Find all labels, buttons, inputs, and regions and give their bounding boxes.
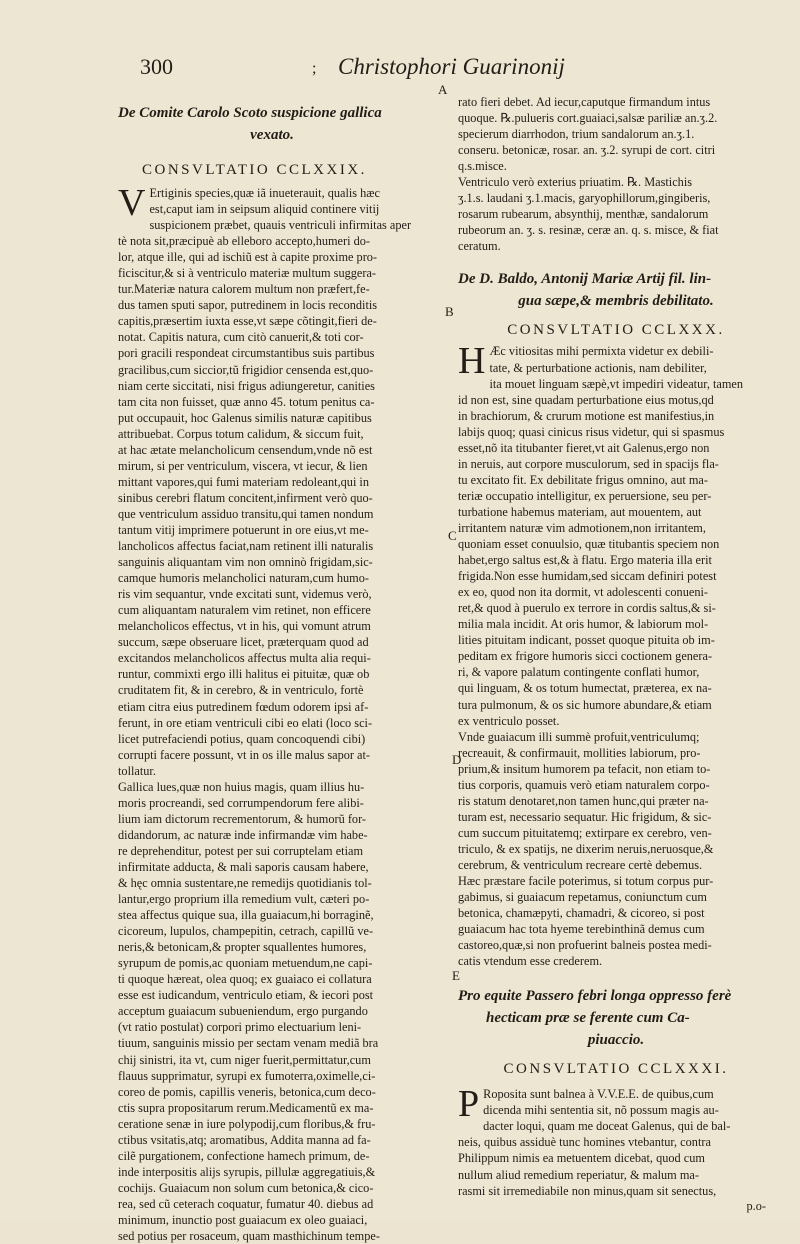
- text-line: inde interpositis alijs syrupis, pillulæ aggregatiuis,&: [118, 1164, 376, 1179]
- text-line: licet putrefaciendi potius, quam concoquendi cibi): [118, 731, 366, 746]
- prescription-continuation: [458, 94, 774, 254]
- text-line: quoniam esset conuulsio, quæ titubantis speciem non: [458, 537, 720, 552]
- text-line: acceptum guaiacum subueniendum, ergo purgando: [118, 1004, 368, 1019]
- text-line: Vnde guaiacum illi summè profuit,ventriculumq;: [458, 729, 700, 744]
- margin-letter-c: C: [448, 528, 457, 543]
- text-line: cilẽ purgationem, confectione hamech primum, de-: [118, 1148, 370, 1163]
- header-separator: ;: [312, 60, 317, 77]
- catchword: p.o-: [746, 1198, 766, 1213]
- consultation-280-body: [458, 340, 774, 969]
- text-line: camque humoris melancholici naturam,cum humo-: [118, 571, 369, 586]
- text-line: ctibus vsitatis,atq; aromatibus, Addita manna ad fa-: [118, 1132, 371, 1147]
- text-line: flauus supprimatur, syrupi ex fumoterra,oximelle,ci-: [118, 1068, 376, 1083]
- text-line: neris,& betonicam,& propter squallentes humores,: [118, 940, 367, 955]
- text-line: syrupum de pomis,ac quoniam metuendum,ne capi-: [118, 956, 373, 971]
- text-line: cochijs. Guaiacum non solum cum betonica,& cico-: [118, 1180, 374, 1195]
- text-line: Gallica lues,quæ non huius magis, quam illius hu-: [118, 779, 365, 794]
- text-line: cruditatem fit, & in cerebro, & in ventriculo, fortè: [118, 683, 364, 698]
- text-line: re deprehenditur, potest per sui corruptelam etiam: [118, 843, 364, 858]
- text-line: peditam ex frigore humoris sicci coctionem genera-: [458, 649, 713, 664]
- text-line: Philippum nimis ea metuentem dicebat, quod cum: [458, 1151, 705, 1166]
- consultation-281-title: Pro equite Passero febri longa oppresso ferè hecticam præ se ferente cum Ca- piuaccio.: [458, 988, 732, 1049]
- text-line: tè nota sit,præcipuè ab elleboro accepto,humeri do-: [118, 234, 370, 249]
- text-line: tam cita non fuisset, quæ anno 45. totum penitus ca-: [118, 394, 375, 409]
- text-line: cum succum pituitatemq; extirpare ex cerebro, ven-: [458, 825, 712, 840]
- text-line: tollatur.: [118, 763, 156, 778]
- text-line: coreo de pomis, capillis veneris, betonica,cum deco-: [118, 1084, 376, 1099]
- text-line: ceratione senæ in iure polypodij,cum floribus,& fru-: [118, 1116, 376, 1131]
- text-line: triculo, & ex spatijs, ne dixerim neruis,neruosque,&: [458, 841, 714, 856]
- text-line: tu excitato fit. Ex debilitate frigus omnino, aut ma-: [458, 472, 708, 487]
- margin-letter-e: E: [452, 968, 460, 983]
- text-line: betonica, chamæpyti, chamadri, & cicoreo, si post: [458, 906, 705, 921]
- text-line: guaiacum hac tota hyeme terebinthinã demus cum: [458, 922, 705, 937]
- text-line: tate, & perturbatione actionis, nam debiliter,: [489, 360, 707, 375]
- consultation-279-number: CONSVLTATIO CCLXXIX.: [142, 162, 367, 178]
- text-line: dus tamen sputi sapor, putredinem in locis reconditis: [118, 298, 378, 313]
- text-line: est,caput iam in seipsum aliquid continere vitij: [149, 202, 380, 217]
- text-line: esse est iudicandum, ventriculo etiam, & iecori post: [118, 988, 374, 1003]
- text-line: Ventriculo verò exterius priuatim. ℞. Mastichis: [458, 175, 693, 190]
- text-line: tur.Materiæ natura calorem multum non præfert,fe-: [118, 282, 370, 297]
- text-line: chij sinistri, ita vt, cum niger fuerit,permittatur,cum: [118, 1052, 371, 1067]
- text-line: rea, sed cũ ceterach coquatur, fumatur 40. diebus ad: [118, 1196, 374, 1211]
- text-line: Hæc præstare facile poterimus, si totum corpus pur-: [458, 874, 714, 889]
- text-line: gabimus, si guaiacum repetamus, coniunctum cum: [458, 890, 707, 905]
- margin-letter-a: A: [438, 82, 448, 97]
- text-line: lities pituitam indicant, posset quoque pituita ob im-: [458, 633, 715, 648]
- text-line: rato fieri debet. Ad iecur,caputque firmandum intus: [458, 95, 711, 109]
- text-line: runtur, commixti ergo illi halitus ei pituitæ, quæ ob: [118, 667, 370, 682]
- text-line: quoque. ℞.pulueris cort.guaiaci,salsæ pariliæ an.ʒ.2.: [458, 111, 718, 126]
- text-line: capitis,præsertim iuxta esse,vt sæpe cõtingit,fieri de-: [118, 314, 377, 329]
- text-line: q.s.misce.: [458, 159, 507, 174]
- consultation-281-number: CONSVLTATIO CCLXXXI.: [503, 1061, 729, 1078]
- text-line: turbatione habemus materiam, aut mouentem, aut: [458, 504, 702, 519]
- text-line: ferunt, in ore etiam ventriculi cibi eo elati (loco sci-: [118, 715, 373, 730]
- text-line: ficiscitur,& si à ventriculo materiæ multum suggera-: [118, 266, 377, 281]
- text-line: ex ventriculo posset.: [458, 713, 560, 728]
- text-line: cicoreum, lupulos, champepitin, cetrach, capillũ ve-: [118, 924, 374, 939]
- text-line: neis, quibus assiduè tunc homines vtebantur, contra: [458, 1135, 711, 1150]
- text-line: tantum vitij imprimere potuerunt in ore eius,vt me-: [118, 522, 369, 537]
- text-line: didandorum, ac naturæ inde infirmandæ vim habe-: [118, 827, 368, 842]
- text-line: mirum, si per ventriculum, viscera, vt iecur, & lien: [118, 458, 368, 473]
- text-line: rubeorum an. ʒ. s. resinæ, ceræ an. q. s. misce, & fiat: [458, 223, 719, 238]
- text-line: nullum aliud remedium reperiatur, & malum ma-: [458, 1167, 699, 1182]
- text-line: ʒ.1.s. laudani ʒ.1.macis, garyophillorum,gingiberis,: [458, 191, 711, 206]
- text-line: sinibus cerebri flatum concitent,infirment verò quo-: [118, 490, 373, 505]
- text-line: que ventriculum assiduo transitu,qui tamen nondum: [118, 506, 374, 521]
- text-line: conseru. betonicæ, rosar. an. ʒ.2. syrupi de cort. citri: [458, 143, 716, 158]
- text-line: put occupauit, hoc Galenus similis naturæ capitibus: [118, 410, 372, 425]
- text-line: turam est, necessario sequatur. Hic frigidum, & sic-: [458, 809, 712, 824]
- text-line: infirmitate adducta, & mali saporis causam habere,: [118, 859, 369, 874]
- text-line: tius corporis, quamuis verò etiam naturalem corpo-: [458, 777, 710, 792]
- text-line: cerebrum, & ventriculum recreare certè debemus.: [458, 857, 703, 872]
- text-line: ris vim sequantur, vnde excitati sunt, videmus verò,: [118, 587, 372, 602]
- text-line: melancholicos effectus, vt in his, qui vomunt atrum: [118, 619, 371, 634]
- text-line: dicenda mihi sententia sit, nõ possum magis au-: [483, 1103, 719, 1118]
- text-line: recreauit, & confirmauit, mollities labiorum, pro-: [458, 745, 701, 760]
- left-column: [118, 94, 426, 1244]
- text-line: cum aliquantam naturalem vim retinet, non efficere: [118, 603, 371, 618]
- margin-letter-d: D: [452, 752, 462, 767]
- text-line: ris statum denotaret,non tamen hunc,qui præter na-: [458, 793, 709, 808]
- right-column: [458, 94, 774, 1214]
- text-line: lantur,ergo proprium illa remedium vult, cæteri po-: [118, 892, 370, 907]
- consultation-279-body: [118, 182, 426, 1244]
- text-line: lium iam dictorum recrementorum, & humorũ for-: [118, 811, 367, 826]
- text-line: qui linguam, & os totum humectat, præterea, ex na-: [458, 681, 712, 696]
- text-line: prium,& insitum humorem pa tefacit, non etiam to-: [458, 761, 711, 776]
- text-line: excitandos melancholicos affectus multa alia requi-: [118, 651, 371, 666]
- text-line: dacter loqui, quam me doceat Galenus, qui de bal-: [483, 1119, 731, 1134]
- text-line: ceratum.: [458, 239, 501, 254]
- text-line: rasmi sit irremediabile non minus,quam sit senectus,: [458, 1183, 717, 1198]
- text-line: in brachiorum, & crurum motione est manifestius,in: [458, 408, 715, 423]
- text-line: esset,nõ ita titubanter fieret,vt ait Galenus,ergo non: [458, 440, 710, 455]
- text-line: at hac ætate melancholicum censendum,vnde nõ est: [118, 442, 373, 457]
- text-line: & hęc omnia sustentare,ne remedijs quotidianis tol-: [118, 876, 372, 891]
- margin-letter-b: B: [445, 304, 454, 319]
- text-line: habet,ergo saltus est,& à flatu. Ergo materia illa erit: [458, 553, 712, 568]
- text-line: pori gracili respondeat circumstantibus suis partibus: [118, 346, 375, 361]
- text-line: labijs quoq; quasi cinicus risus videtur, qui si spasmus: [458, 424, 725, 439]
- text-line: minimum, inunctio post guaiacum ex oleo guaiaci,: [118, 1213, 368, 1227]
- text-line: ita mouet linguam sæpè,vt impediri videatur, tamen: [489, 376, 744, 391]
- text-line: mittant vapores,qui fumi materiam redoleant,qui in: [118, 474, 369, 489]
- text-line: id non est, sine quadam perturbatione eius motus,qd: [458, 392, 714, 407]
- drop-cap-initial: P: [458, 1083, 480, 1126]
- text-line: frigida.Non esse humidam,sed siccam definiri potest: [458, 569, 717, 584]
- text-line: lor, atque ille, qui ad ischiũ est à capite proxime pro-: [118, 250, 378, 265]
- consultation-280-title: De D. Baldo, Antonij Mariæ Artij fil. lin- gua sæpe,& membris debilitato.: [458, 271, 714, 310]
- text-line: sed potius per rosaceum, quam masthichinum tempe-: [118, 1229, 380, 1244]
- page-number: 300: [140, 54, 173, 79]
- text-line: moris procreandi, sed corrumpendorum fere alibi-: [118, 795, 364, 810]
- text-line: sanguinis aliquantam vim non omninò frigidam,sic-: [118, 555, 373, 570]
- text-line: ri, & vapore palatum contingente conflati humor,: [458, 665, 700, 680]
- text-line: ex eo, quod non ita dormit, vt adolescenti conueni-: [458, 585, 708, 600]
- text-line: tura pulmonum, & os sic humore abundare,& etiam: [458, 697, 712, 712]
- text-line: lancholicos affectus faciat,nam retinent illi naturalis: [118, 539, 374, 554]
- running-title: Christophori Guarinonij: [338, 54, 565, 79]
- drop-cap-initial: H: [458, 340, 486, 383]
- text-line: specierum diarrhodon, trium sandalorum an.ʒ.1.: [458, 127, 695, 142]
- text-line: milia mala incidit. At oris humor, & labiorum mol-: [458, 617, 709, 632]
- text-line: catis vtendum esse crederem.: [458, 954, 603, 969]
- text-line: castoreo,quæ,si non profuerint balneis postea medi-: [458, 938, 712, 953]
- text-line: rosarum rubearum, absynthij, menthæ, sandalorum: [458, 207, 709, 222]
- text-line: Roposita sunt balnea à V.V.E.E. de quibus,cum: [483, 1087, 714, 1102]
- text-line: Æc vitiositas mihi permixta videtur ex debili-: [489, 344, 714, 359]
- text-line: (vt ratio postulat) corpori primo electuarium leni-: [118, 1020, 362, 1035]
- consultation-279-title: De Comite Carolo Scoto suspicione gallica vexato.: [118, 105, 382, 143]
- consultation-281-body: [458, 1083, 774, 1198]
- text-line: ti quoque hæreat, olea quoq; ex guaiaco ei collatura: [118, 972, 372, 987]
- text-line: stea affectus quique sua, illa guaiacum,hi borraginẽ,: [118, 908, 374, 923]
- text-line: notat. Capitis natura, cum citò canuerit,& toti cor-: [118, 330, 364, 345]
- text-line: teriæ occupatio intelligitur, ex peruersione, seu per-: [458, 488, 712, 503]
- text-line: etiam citra eius putredinem fœdum odorem ipsi af-: [118, 699, 369, 714]
- text-line: attribuebat. Corpus totum calidum, & siccum fuit,: [118, 426, 364, 441]
- text-line: Ertiginis species,quæ iã inueterauit, qualis hæc: [149, 186, 380, 200]
- text-line: niam certe siccitati, nisi frigus adiungeretur, canities: [118, 378, 375, 393]
- text-line: succum, sæpe obseruare licet, præterquam quod ad: [118, 635, 369, 650]
- text-line: in neruis, aut corpore musculorum, sed in spacijs fla-: [458, 456, 719, 471]
- text-line: ctis supra propositarum rerum.Medicamentũ ex ma-: [118, 1100, 374, 1115]
- text-line: suspicionem præbet, quauis ventriculi infirmitas aper: [149, 218, 412, 233]
- text-line: irritantem naturæ vim admotionem,non irritantem,: [458, 520, 706, 535]
- text-line: corrupti facere possunt, vt in os ille malus sapor at-: [118, 747, 371, 762]
- drop-cap-initial: V: [118, 182, 146, 224]
- text-line: gracilibus,cum siccior,tũ frigidior censenda est,quo-: [118, 362, 374, 377]
- text-line: tiuum, sanguinis missio per sectam venam mediã bra: [118, 1036, 379, 1051]
- text-line: ret,& quod à puerulo ex terrore in cordis saltus,& si-: [458, 601, 716, 616]
- consultation-280-number: CONSVLTATIO CCLXXX.: [507, 322, 725, 339]
